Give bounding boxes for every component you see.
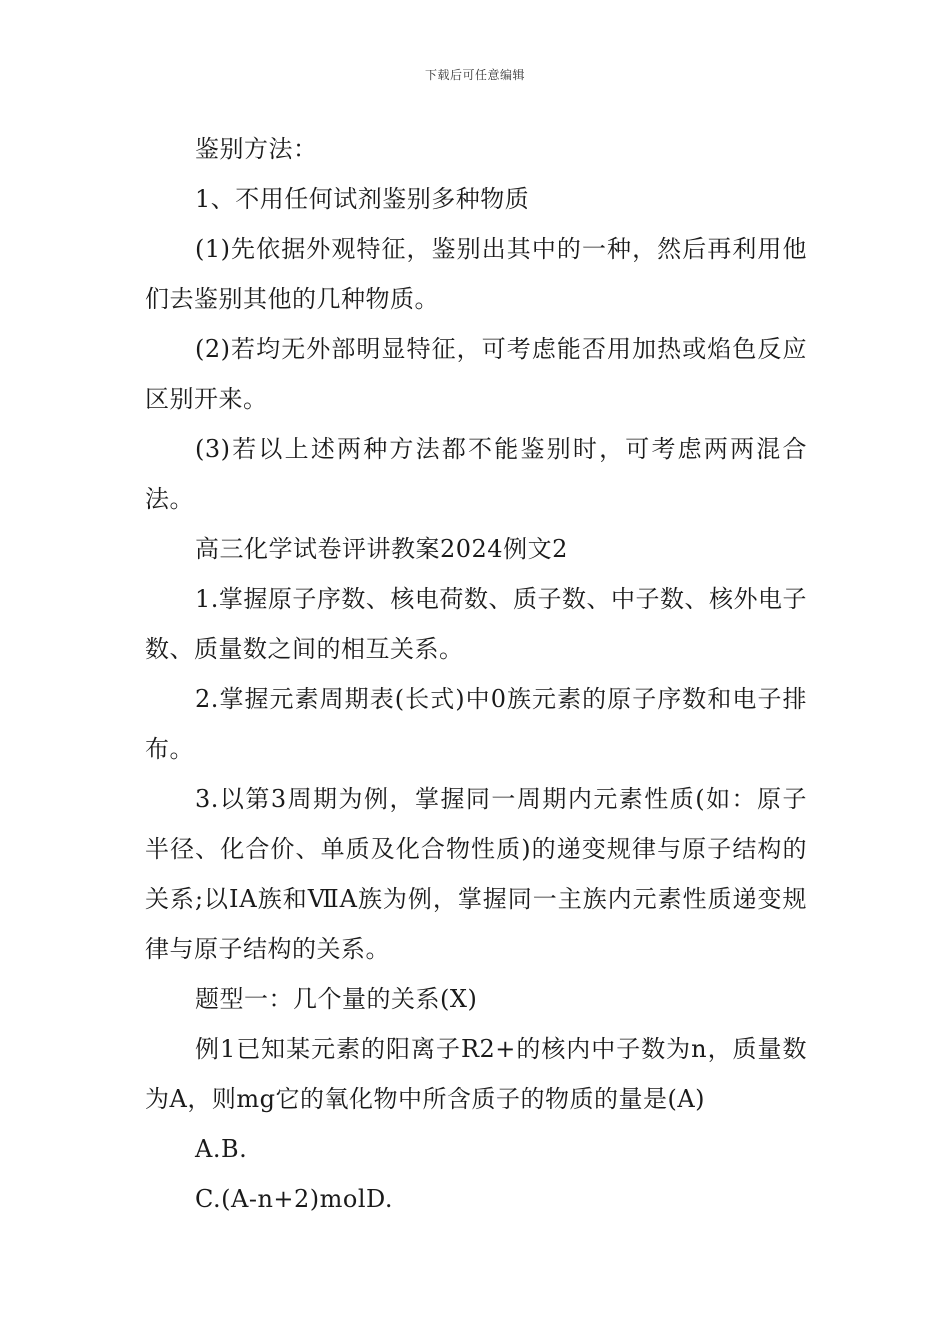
paragraph-options-ab: A.B. xyxy=(195,1135,248,1163)
paragraph-options-cd: C.(A-n+2)molD. xyxy=(195,1185,394,1213)
paragraph-goal-1: 1.掌握原子序数、核电荷数、质子数、中子数、核外电子数、质量数之间的相互关系。 xyxy=(145,585,807,663)
paragraph-example-1: 例1已知某元素的阳离子R2+的核内中子数为n，质量数为A，则mg它的氧化物中所含质子的物质的量是(A) xyxy=(145,1035,807,1113)
paragraph-question-type: 题型一：几个量的关系(X) xyxy=(195,985,478,1013)
paragraph-method-1: 1、不用任何试剂鉴别多种物质 xyxy=(195,185,530,213)
paragraph-method-1-1: (1)先依据外观特征，鉴别出其中的一种，然后再利用他们去鉴别其他的几种物质。 xyxy=(145,235,807,313)
document-body xyxy=(145,124,807,1224)
paragraph-section-title: 高三化学试卷评讲教案2024例文2 xyxy=(195,535,568,563)
paragraph-method-1-3: (3)若以上述两种方法都不能鉴别时，可考虑两两混合法。 xyxy=(145,435,807,513)
paragraph-method-heading: 鉴别方法： xyxy=(195,135,318,163)
paragraph-goal-3: 3.以第3周期为例，掌握同一周期内元素性质(如：原子半径、化合价、单质及化合物性质)的递变规律与原子结构的关系;以ⅠA族和ⅦA族为例，掌握同一主族内元素性质递变规律与原子结构的关系。 xyxy=(145,785,807,963)
paragraph-method-1-2: (2)若均无外部明显特征，可考虑能否用加热或焰色反应区别开来。 xyxy=(145,335,807,413)
page-header: 下载后可任意编辑 xyxy=(424,68,525,82)
paragraph-goal-2: 2.掌握元素周期表(长式)中0族元素的原子序数和电子排布。 xyxy=(145,685,807,763)
